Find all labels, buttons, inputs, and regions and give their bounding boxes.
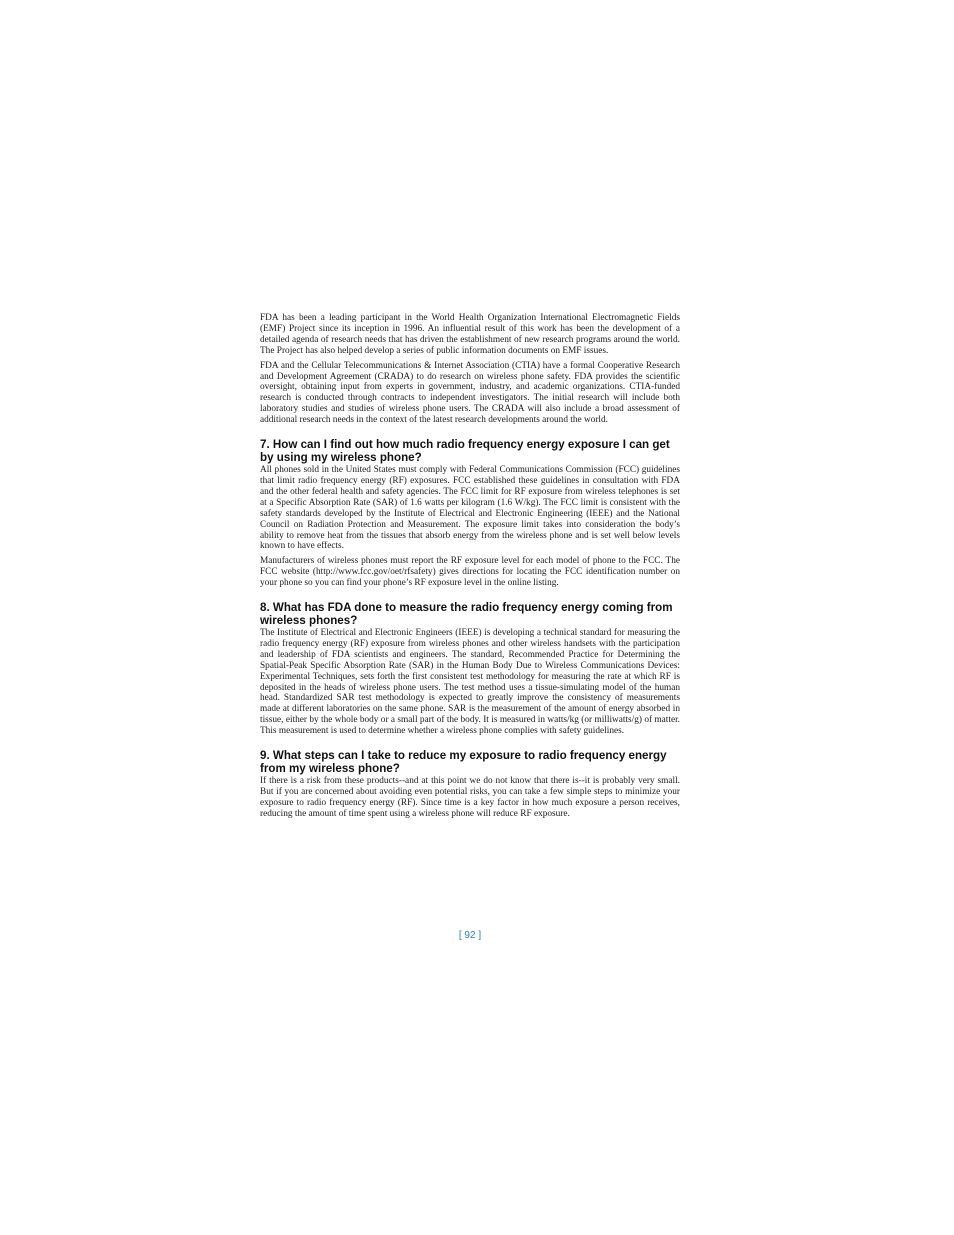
intro-paragraph-1: FDA has been a leading participant in the World Health Organization International Electromagnetic Fields (EMF) Project since its inception in 1996. An influential result of this work has been the development of a detailed agenda of research needs that has driven the establishment of new research programs around the world. The Project has also helped develop a series of public information documents on EMF issues.: [260, 313, 680, 356]
page-number: [ 92 ]: [458, 930, 482, 941]
section-8-heading: 8. What has FDA done to measure the radio frequency energy coming from wireless phones?: [260, 601, 673, 628]
section-7-paragraph-1: All phones sold in the United States must comply with Federal Communications Commission (FCC) guidelines that limit radio frequency energy (RF) exposures. FCC established these guidelines in consultation with FDA and the other federal health and safety agencies. The FCC limit for RF exposure from wireless telephones is set at a Specific Absorption Rate (SAR) of 1.6 watts per kilogram (1.6 W/kg). The FCC limit is consistent with the safety standards developed by the Institute of Electrical and Electronic Engineering (IEEE) and the National Council on Radiation Protection and Measurement. The exposure limit takes into consideration the body’s ability to remove heat from the tissues that absorb energy from the wireless phone and is set well below levels known to have effects.: [260, 465, 680, 552]
section-9-heading: 9. What steps can I take to reduce my exposure to radio frequency energy from my wireless phone?: [260, 749, 667, 776]
section-8-paragraph-1: The Institute of Electrical and Electronic Engineers (IEEE) is developing a technical standard for measuring the radio frequency energy (RF) exposure from wireless phones and other wireless handsets with the participation and leadership of FDA scientists and engineers. The standard, Recommended Practice for Determining the Spatial-Peak Specific Absorption Rate (SAR) in the Human Body Due to Wireless Communications Devices: Experimental Techniques, sets forth the first consistent test methodology for measuring the rate at which RF is deposited in the heads of wireless phone users. The test method uses a tissue-simulating model of the human head. Standardized SAR test methodology is expected to greatly improve the consistency of measurements made at different laboratories on the same phone. SAR is the measurement of the amount of energy absorbed in tissue, either by the whole body or a small part of the body. It is measured in watts/kg (or milliwatts/g) of matter. This measurement is used to determine whether a wireless phone complies with safety guidelines.: [260, 628, 680, 737]
document-body: [260, 313, 680, 824]
section-7-heading: 7. How can I find out how much radio frequency energy exposure I can get by using my wireless phone?: [260, 438, 670, 465]
intro-paragraph-2: FDA and the Cellular Telecommunications & Internet Association (CTIA) have a formal Cooperative Research and Development Agreement (CRADA) to do research on wireless phone safety. FDA provides the scientific oversight, obtaining input from experts in government, industry, and academic organizations. CTIA-funded research is conducted through contracts to independent investigators. The initial research will include both laboratory studies and studies of wireless phone users. The CRADA will also include a broad assessment of additional research needs in the context of the latest research developments around the world.: [260, 360, 680, 426]
section-7-paragraph-2: Manufacturers of wireless phones must report the RF exposure level for each model of phone to the FCC. The FCC website (http://www.fcc.gov/oet/rfsafety) gives directions for locating the FCC identification number on your phone so you can find your phone’s RF exposure level in the online listing.: [260, 556, 680, 589]
section-9-paragraph-1: If there is a risk from these products--and at this point we do not know that there is--it is probably very small. But if you are concerned about avoiding even potential risks, you can take a few simple steps to minimize your exposure to radio frequency energy (RF). Since time is a key factor in how much exposure a person receives, reducing the amount of time spent using a wireless phone will reduce RF exposure.: [260, 776, 680, 819]
